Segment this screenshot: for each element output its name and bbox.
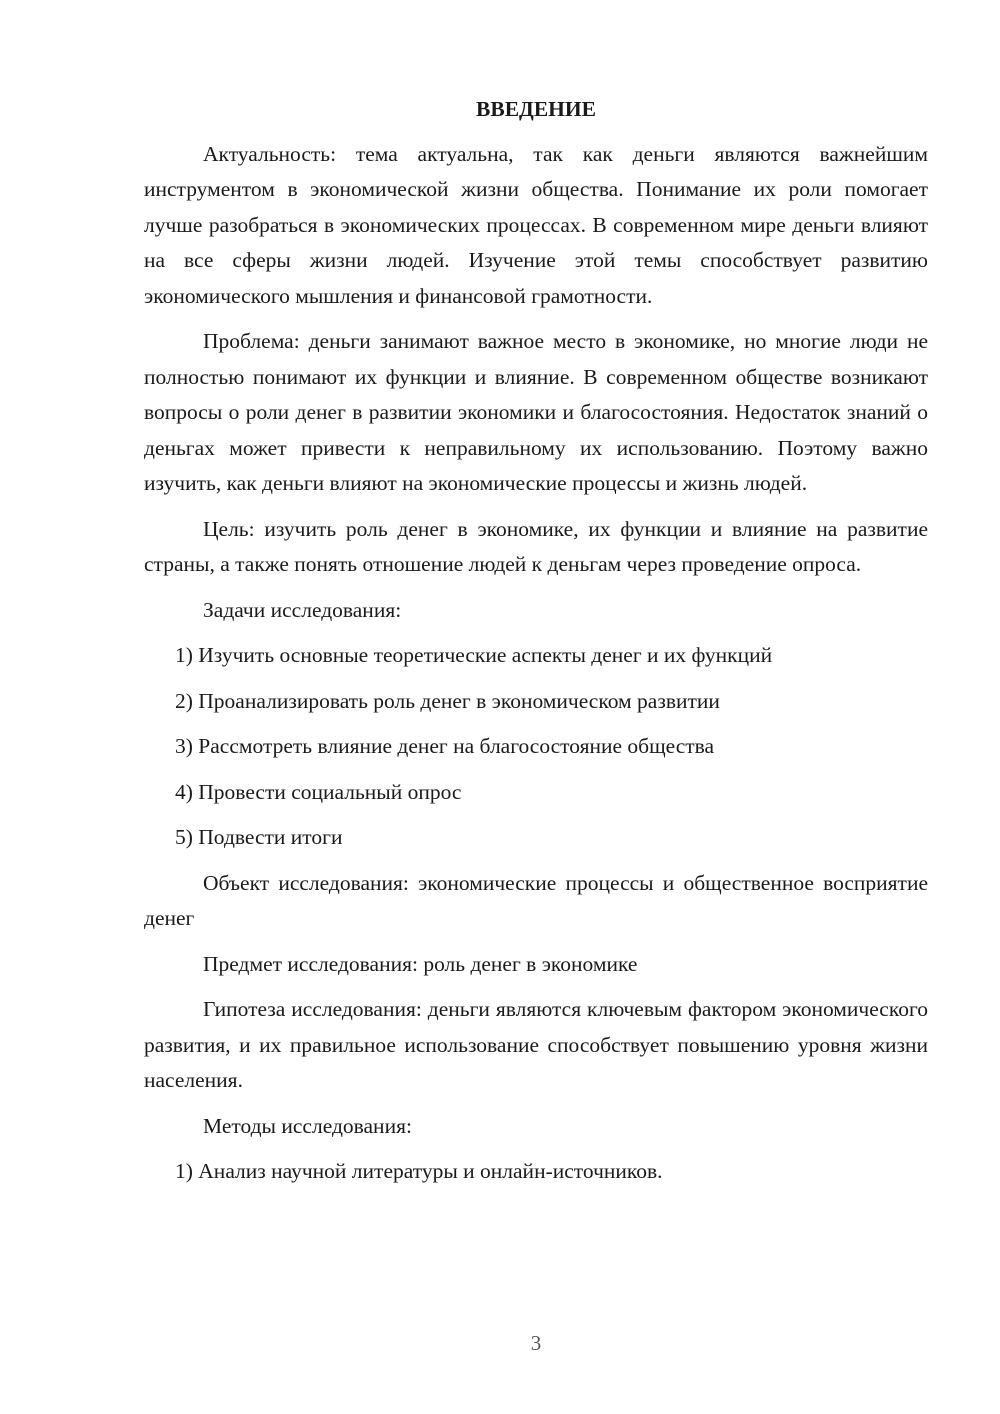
page-number: 3 [530,1331,542,1355]
tasks-list [144,638,928,856]
tasks-heading: Задачи исследования: [203,597,402,622]
relevance-paragraph: Актуальность: тема актуальна, так как деньги являются важнейшим инструментом в экономической жизни общества. Понимание их роли помогает лучше разобраться в экономических процессах. В современном мире деньги влияют на все сферы жизни людей. Изучение этой темы способствует развитию экономического мышления и финансовой грамотности. [144,141,928,308]
methods-list [144,1154,928,1190]
problem-paragraph: Проблема: деньги занимают важное место в экономике, но многие люди не полностью понимают их функции и влияние. В современном обществе возникают вопросы о роли денег в развитии экономики и благосостояния. Недостаток знаний о деньгах может привести к неправильному их использованию. Поэтому важно изучить, как деньги влияют на экономические процессы и жизнь людей. [144,329,928,495]
list-item: 3) Рассмотреть влияние денег на благосостояние общества [175,734,715,758]
document-page [144,92,928,1200]
list-item: 2) Проанализировать роль денег в экономическом развитии [175,688,720,713]
list-item: 1) Анализ научной литературы и онлайн-источников. [175,1159,663,1183]
hypothesis-paragraph: Гипотеза исследования: деньги являются ключевым фактором экономического развития, и их правильное использование способствует повышению уровня жизни населения. [144,997,928,1092]
list-item: 4) Провести социальный опрос [175,779,462,804]
goal-paragraph: Цель: изучить роль денег в экономике, их функции и влияние на развитие страны, а также понять отношение людей к деньгам через проведение опроса. [144,516,928,576]
list-item: 1) Изучить основные теоретические аспекты денег и их функций [175,643,773,667]
subject-paragraph: Предмет исследования: роль денег в экономике [203,951,638,976]
object-paragraph: Объект исследования: экономические процессы и общественное восприятие денег [144,870,928,930]
list-item: 5) Подвести итоги [175,825,343,849]
page-title: ВВЕДЕНИЕ [476,97,596,121]
methods-heading: Методы исследования: [203,1113,412,1138]
